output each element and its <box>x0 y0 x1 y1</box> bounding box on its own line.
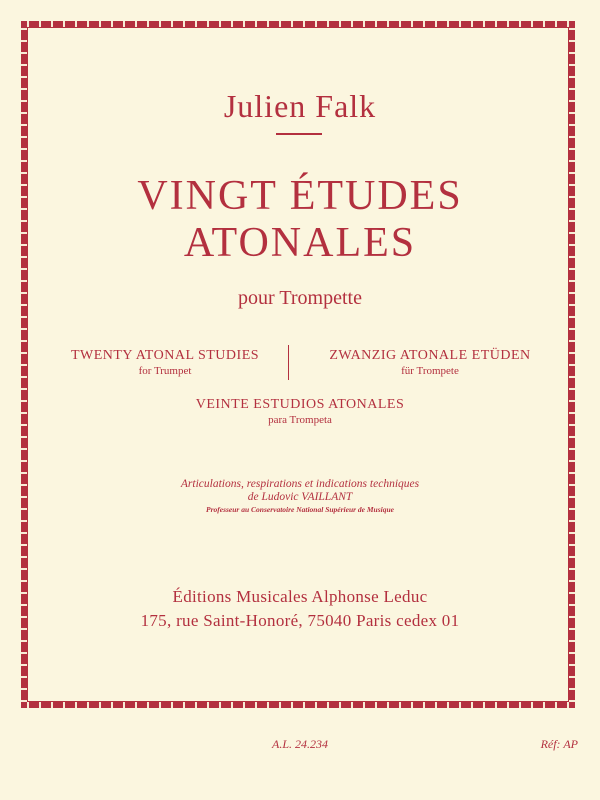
translation-english-title: TWENTY ATONAL STUDIES <box>70 348 260 363</box>
reference-code: Réf: AP <box>540 737 578 751</box>
credits-line-3: Professeur au Conservatoire National Supérieur de Musique <box>206 505 394 514</box>
translation-spanish-title: VEINTE ESTUDIOS ATONALES <box>195 397 405 412</box>
title-subtitle: pour Trompette <box>238 287 362 309</box>
translation-german-instrument: für Trompete <box>401 365 459 377</box>
credits-line-2: de Ludovic VAILLANT <box>247 491 353 503</box>
publisher-address: 175, rue Saint-Honoré, 75040 Paris cedex 01 <box>140 611 460 630</box>
translation-english <box>50 348 280 378</box>
credits-block <box>0 478 600 504</box>
title-rule <box>276 133 322 135</box>
translation-german <box>310 348 550 378</box>
translation-spanish <box>0 397 600 427</box>
translation-divider <box>288 345 289 380</box>
translation-german-title: ZWANZIG ATONALE ETÜDEN <box>329 348 531 363</box>
title-line-1: VINGT ÉTUDES <box>137 173 463 219</box>
translation-spanish-instrument: para Trompeta <box>268 414 332 426</box>
composer-name: Julien Falk <box>223 88 377 124</box>
catalog-number: A.L. 24.234 <box>271 737 328 751</box>
credits-line-1: Articulations, respirations et indications techniques <box>180 478 420 490</box>
publisher-name: Éditions Musicales Alphonse Leduc <box>172 587 428 606</box>
title-line-2: ATONALES <box>183 220 417 266</box>
translation-english-instrument: for Trumpet <box>138 365 192 377</box>
